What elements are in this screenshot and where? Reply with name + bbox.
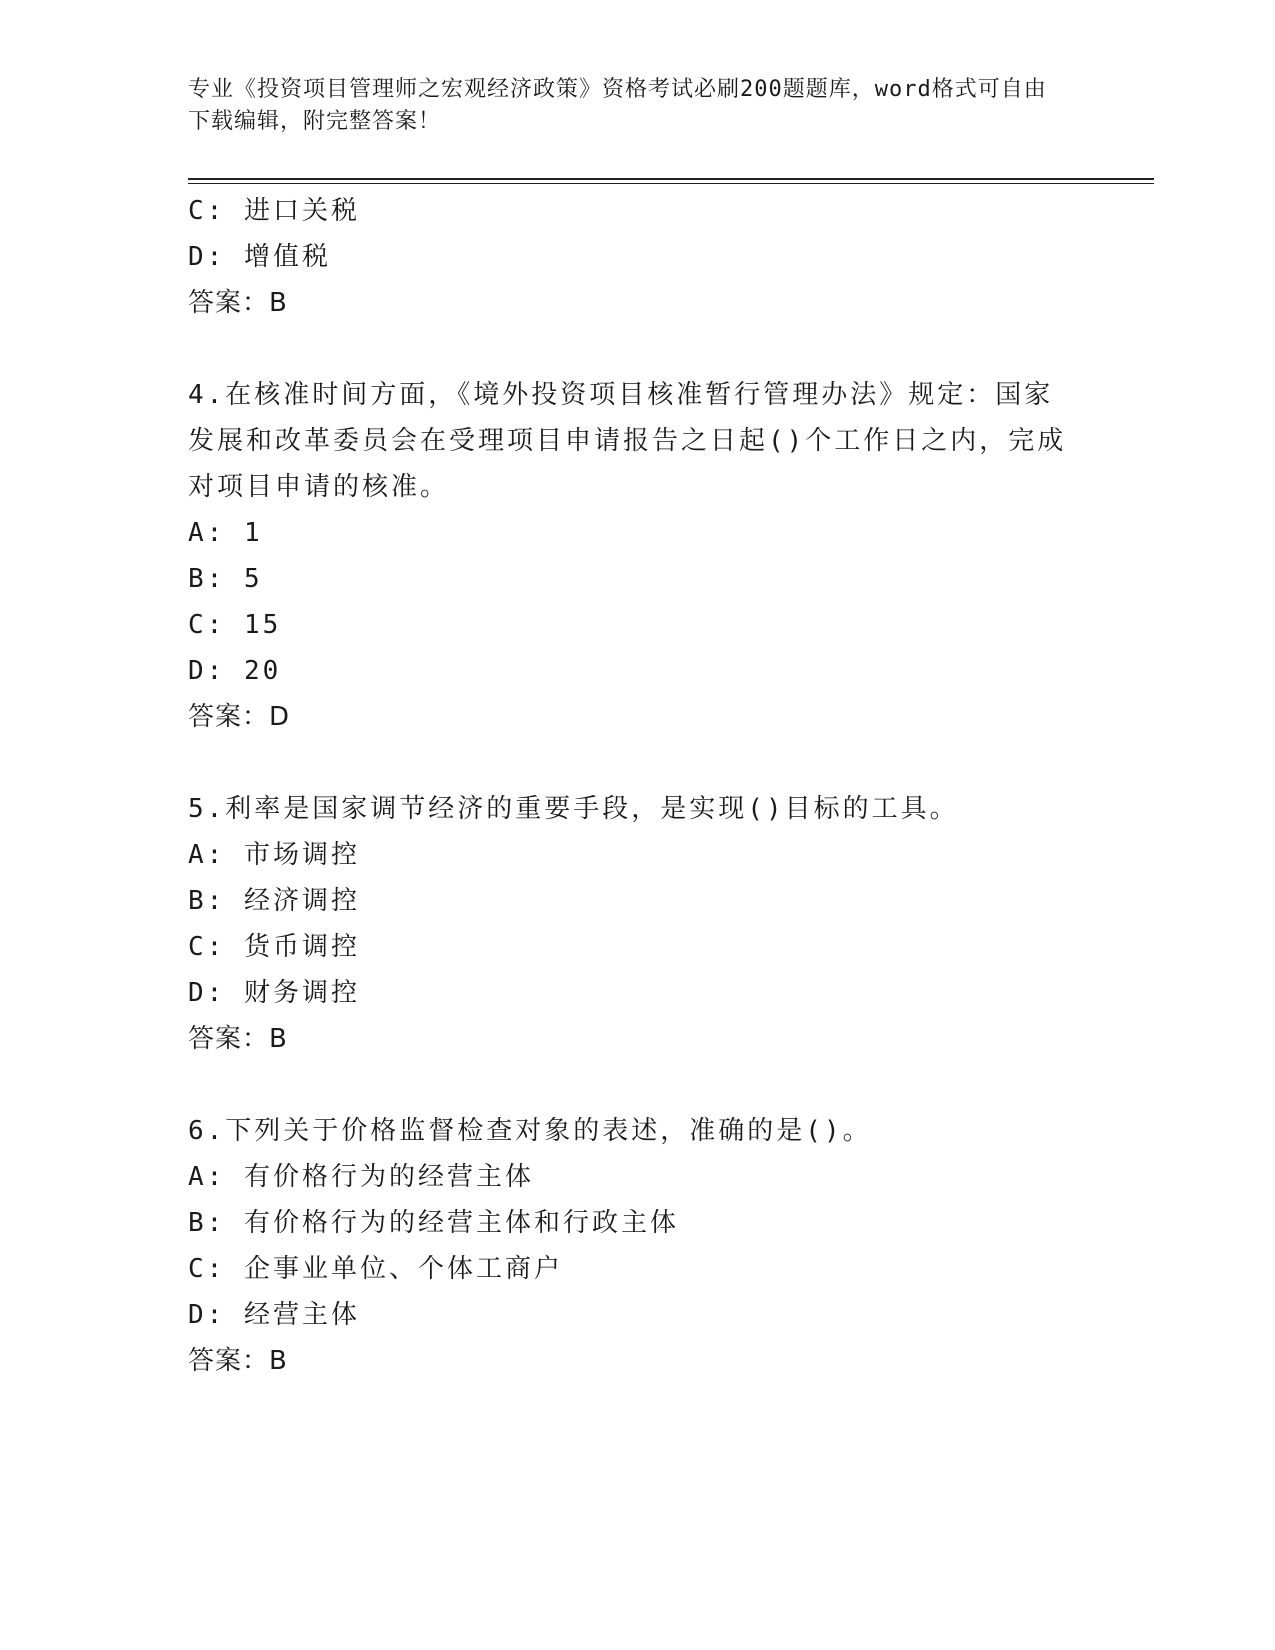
option-c: C: 企事业单位、个体工商户 [188, 1254, 563, 1284]
option-d: D: 20 [188, 656, 282, 686]
option-b: B: 有价格行为的经营主体和行政主体 [188, 1208, 679, 1238]
answer: 答案：B [188, 1024, 288, 1054]
question-4 [188, 372, 1068, 740]
option-c: C: 15 [188, 610, 282, 640]
spacer [188, 326, 1068, 372]
question-6 [188, 1108, 1068, 1384]
option-c: C: 进口关税 [188, 196, 360, 226]
question-stem: 5.利率是国家调节经济的重要手段，是实现()目标的工具。 [188, 794, 959, 824]
option-a: A: 有价格行为的经营主体 [188, 1162, 534, 1192]
option-c: C: 货币调控 [188, 932, 360, 962]
answer: 答案：D [188, 702, 291, 732]
question-stem: 4.在核准时间方面，《境外投资项目核准暂行管理办法》规定：国家发展和改革委员会在受理项目申请报告之日起()个工作日之内，完成对项目申请的核准。 [188, 380, 1067, 502]
answer: 答案：B [188, 1346, 288, 1376]
spacer [188, 1062, 1068, 1108]
question-stem: 6.下列关于价格监督检查对象的表述，准确的是()。 [188, 1116, 872, 1146]
previous-question-tail [188, 188, 1068, 326]
answer: 答案：B [188, 288, 288, 318]
option-d: D: 经营主体 [188, 1300, 360, 1330]
option-b: B: 经济调控 [188, 886, 360, 916]
header-rule-thin [188, 183, 1154, 184]
document-header: 专业《投资项目管理师之宏观经济政策》资格考试必刷200题题库，word格式可自由下载编辑，附完整答案！ [188, 77, 1047, 134]
option-b: B: 5 [188, 564, 263, 594]
option-a: A: 市场调控 [188, 840, 360, 870]
option-a: A: 1 [188, 518, 263, 548]
option-d: D: 财务调控 [188, 978, 360, 1008]
question-content [188, 188, 1068, 1384]
question-5 [188, 786, 1068, 1062]
header-rule-thick [188, 178, 1154, 180]
spacer [188, 740, 1068, 786]
option-d: D: 增值税 [188, 242, 331, 272]
